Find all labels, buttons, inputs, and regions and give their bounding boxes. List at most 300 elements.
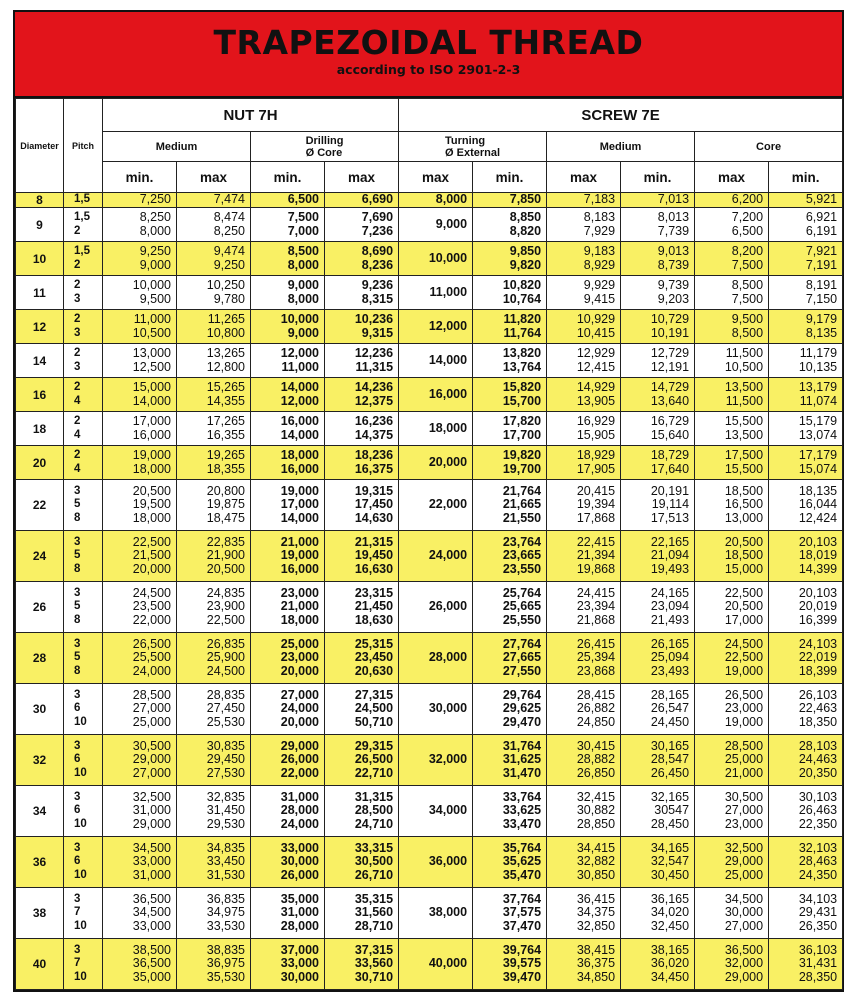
drilling-max-value: 22,710 [354, 765, 394, 780]
drilling-max-value: 25,315 [354, 636, 394, 651]
screw-medium-min-cell [621, 939, 695, 990]
core-max-value: 22,500 [724, 650, 764, 665]
external-diameter-label: Ø External [445, 146, 501, 159]
screw-medium-min-cell [621, 446, 695, 480]
drilling-max-cell [325, 344, 399, 378]
nut-medium-max-value: 8,474 [213, 210, 245, 224]
screw-medium-max-value: 30,882 [576, 803, 616, 818]
screw-medium-max-value: 28,850 [576, 816, 616, 831]
screw-medium-max-cell [547, 888, 621, 939]
title-banner [15, 12, 842, 98]
pitch-value: 6 [74, 753, 81, 766]
nut-medium-min-cell [103, 412, 177, 446]
drilling-min-value: 29,000 [280, 738, 319, 753]
core-max-value: 18,500 [724, 548, 764, 563]
drilling-max-value: 24,500 [354, 701, 394, 716]
core-max-value: 28,500 [724, 738, 764, 753]
pitch-value: 5 [74, 651, 81, 664]
turning-max-cell: 32,000 [399, 735, 473, 786]
drilling-min-cell [251, 412, 325, 446]
screw-medium-min-value: 17,640 [650, 461, 690, 476]
diameter-cell: 36 [16, 837, 64, 888]
screw-medium-min-value: 26,450 [650, 765, 690, 780]
nut-medium-min-value: 24,000 [132, 663, 171, 678]
pitch-value: 6 [74, 855, 81, 868]
screw-medium-min-value: 34,450 [650, 969, 690, 984]
table-row [16, 208, 843, 242]
drilling-min-value: 26,000 [280, 752, 319, 767]
turning-min-value: 23,665 [502, 548, 542, 563]
turning-min-value: 37,764 [502, 891, 542, 906]
core-max-value: 7,500 [731, 291, 764, 306]
drilling-min-value: 20,000 [280, 714, 319, 729]
core-min-value: 36,103 [798, 942, 838, 957]
drilling-max-value: 21,315 [354, 534, 394, 549]
core-min-value: 8,135 [805, 325, 838, 340]
screw-medium-min-value: 16,729 [650, 414, 690, 428]
nut-medium-min-cell [103, 684, 177, 735]
nut-medium-max-value: 27,450 [206, 701, 245, 716]
core-max-value: 6,500 [731, 223, 764, 238]
nut-medium-max-cell [177, 480, 251, 531]
screw-medium-min-value: 12,729 [650, 346, 690, 360]
core-min-value: 15,179 [798, 414, 838, 428]
screw-medium-max-cell [547, 735, 621, 786]
core-min-cell [769, 344, 843, 378]
core-min-value: 20,103 [798, 585, 838, 600]
drilling-min-cell [251, 684, 325, 735]
nut-medium-max-cell [177, 837, 251, 888]
nut-medium-max-cell [177, 208, 251, 242]
nut-medium-min-value: 13,000 [132, 346, 171, 360]
screw-medium-min-value: 9,739 [657, 278, 690, 292]
screw-medium-max-value: 24,850 [576, 714, 616, 729]
drilling-min-cell [251, 786, 325, 837]
nut-medium-min-cell [103, 633, 177, 684]
core-max-cell [695, 939, 769, 990]
drilling-min-value: 23,000 [280, 585, 319, 600]
diameter-cell: 18 [16, 412, 64, 446]
diameter-cell: 32 [16, 735, 64, 786]
drilling-min-value: 18,000 [280, 612, 319, 627]
drilling-max-value: 26,710 [354, 867, 394, 882]
drilling-max-cell [325, 888, 399, 939]
drilling-min-cell [251, 344, 325, 378]
screw-medium-min-value: 13,640 [650, 393, 690, 408]
core-max-cell [695, 193, 769, 208]
turning-min-value: 35,470 [502, 867, 542, 882]
table-row [16, 242, 843, 276]
table-row [16, 684, 843, 735]
core-min-value: 20,019 [798, 599, 838, 614]
pitch-value: 3 [74, 292, 81, 305]
pitch-cell [64, 633, 103, 684]
nut-medium-min-cell [103, 939, 177, 990]
nut-medium-max-value: 8,250 [213, 223, 245, 238]
screw-medium-min-value: 30,450 [650, 867, 690, 882]
turning-max-cell: 24,000 [399, 531, 473, 582]
nut-medium-max-value: 7,474 [213, 192, 245, 207]
drilling-min-cell [251, 531, 325, 582]
core-max-value: 6,200 [731, 192, 764, 207]
screw-medium-max-value: 36,415 [576, 891, 616, 906]
nut-medium-min-value: 21,500 [132, 548, 171, 563]
turning-min-cell [473, 684, 547, 735]
drilling-min-cell [251, 480, 325, 531]
core-max-cell [695, 531, 769, 582]
nut-medium-max-value: 27,530 [206, 765, 245, 780]
pitch-value: 10 [74, 817, 87, 830]
pitch-value: 1,5 [74, 245, 90, 257]
drilling-max-value: 11,315 [355, 359, 394, 374]
table-row [16, 276, 843, 310]
screw-medium-min-value: 14,729 [650, 380, 690, 394]
core-min-value: 22,350 [798, 816, 838, 831]
drilling-min-value: 16,000 [280, 561, 319, 576]
core-max-value: 23,000 [724, 816, 764, 831]
nut-medium-min-value: 36,500 [132, 891, 171, 906]
col-nut-medium-max: max [177, 162, 251, 193]
drilling-min-value: 26,000 [280, 867, 319, 882]
drilling-min-value: 9,000 [287, 325, 319, 340]
drilling-min-cell [251, 939, 325, 990]
core-max-value: 9,500 [731, 312, 764, 326]
header-diameter: Diameter [16, 99, 64, 193]
core-max-cell [695, 684, 769, 735]
core-min-cell [769, 888, 843, 939]
core-max-value: 17,000 [724, 612, 764, 627]
pitch-cell [64, 939, 103, 990]
turning-min-value: 23,550 [502, 561, 542, 576]
core-min-value: 5,921 [805, 192, 838, 207]
screw-medium-min-cell [621, 531, 695, 582]
screw-medium-min-value: 15,640 [650, 427, 690, 442]
nut-medium-min-value: 12,500 [132, 359, 171, 374]
screw-medium-max-value: 23,394 [576, 599, 616, 614]
core-min-value: 18,135 [798, 483, 838, 498]
screw-medium-min-value: 7,013 [657, 192, 690, 207]
core-min-cell [769, 208, 843, 242]
drilling-max-value: 50,710 [354, 714, 394, 729]
col-drilling-min: min. [251, 162, 325, 193]
pitch-value: 2 [74, 347, 81, 359]
turning-min-value: 17,700 [502, 427, 542, 442]
core-max-value: 20,500 [724, 599, 764, 614]
core-max-value: 20,500 [724, 534, 764, 549]
nut-medium-max-cell [177, 684, 251, 735]
drilling-min-value: 12,000 [280, 393, 319, 408]
core-max-cell [695, 276, 769, 310]
drilling-max-value: 9,315 [361, 325, 394, 340]
screw-medium-max-value: 32,415 [576, 789, 616, 804]
drilling-max-cell [325, 276, 399, 310]
screw-medium-max-cell [547, 939, 621, 990]
nut-medium-min-value: 18,000 [132, 510, 171, 525]
diameter-cell: 20 [16, 446, 64, 480]
header-screw: SCREW 7E [399, 99, 843, 132]
turning-min-cell [473, 786, 547, 837]
turning-max-cell: 40,000 [399, 939, 473, 990]
nut-medium-min-value: 24,500 [132, 585, 171, 600]
pitch-value: 1,5 [74, 211, 90, 223]
nut-medium-min-value: 25,500 [132, 650, 171, 665]
pitch-value: 8 [74, 511, 81, 524]
screw-medium-max-cell [547, 310, 621, 344]
screw-medium-max-value: 16,929 [576, 414, 616, 428]
nut-medium-max-value: 10,250 [206, 278, 245, 292]
nut-medium-max-cell [177, 276, 251, 310]
turning-min-value: 39,470 [502, 969, 542, 984]
core-max-cell [695, 378, 769, 412]
nut-medium-min-value: 16,000 [132, 427, 171, 442]
screw-medium-min-value: 28,547 [650, 752, 690, 767]
turning-min-value: 21,665 [502, 497, 542, 512]
drilling-min-cell [251, 633, 325, 684]
core-min-value: 13,179 [798, 380, 838, 394]
nut-medium-max-value: 24,500 [206, 663, 245, 678]
table-row [16, 193, 843, 208]
nut-medium-min-value: 20,000 [132, 561, 171, 576]
turning-min-value: 27,550 [502, 663, 542, 678]
core-min-value: 11,179 [799, 346, 838, 360]
screw-medium-max-value: 9,415 [583, 291, 616, 306]
turning-min-cell [473, 412, 547, 446]
drilling-max-cell [325, 446, 399, 480]
nut-medium-max-value: 19,875 [206, 497, 245, 512]
screw-medium-max-value: 25,394 [576, 650, 616, 665]
header-screw-medium: Medium [547, 132, 695, 162]
core-max-cell [695, 344, 769, 378]
turning-min-cell [473, 446, 547, 480]
core-max-value: 13,500 [724, 380, 764, 394]
nut-medium-max-value: 34,835 [206, 840, 245, 855]
screw-medium-max-value: 22,415 [576, 534, 616, 549]
screw-medium-max-value: 8,929 [583, 257, 616, 272]
screw-medium-min-value: 36,165 [650, 891, 690, 906]
screw-medium-max-value: 32,882 [576, 854, 616, 869]
turning-min-cell [473, 888, 547, 939]
nut-medium-max-value: 9,780 [213, 291, 245, 306]
nut-medium-min-value: 23,500 [132, 599, 171, 614]
core-min-value: 29,431 [798, 905, 838, 920]
pitch-value: 2 [74, 381, 81, 393]
screw-medium-max-cell [547, 786, 621, 837]
nut-medium-max-value: 17,265 [206, 414, 245, 428]
core-max-value: 19,000 [724, 714, 764, 729]
nut-medium-min-value: 35,000 [132, 969, 171, 984]
col-turning-min: min. [473, 162, 547, 193]
screw-medium-min-value: 32,450 [650, 918, 690, 933]
turning-max-cell: 9,000 [399, 208, 473, 242]
nut-medium-max-cell [177, 412, 251, 446]
header-turning-external [399, 132, 547, 162]
drilling-min-value: 30,000 [280, 969, 319, 984]
nut-medium-max-value: 28,835 [206, 687, 245, 702]
screw-medium-max-value: 13,905 [576, 393, 616, 408]
core-min-value: 7,921 [805, 244, 838, 258]
screw-medium-min-cell [621, 582, 695, 633]
core-min-value: 9,179 [805, 312, 838, 326]
pitch-cell [64, 684, 103, 735]
turning-min-value: 35,764 [502, 840, 542, 855]
pitch-cell [64, 786, 103, 837]
core-max-cell [695, 412, 769, 446]
screw-medium-min-value: 26,547 [650, 701, 690, 716]
screw-medium-min-value: 9,013 [657, 244, 690, 258]
screw-medium-min-value: 25,094 [650, 650, 690, 665]
turning-label: Turning [445, 134, 486, 147]
core-min-value: 8,191 [805, 278, 838, 292]
nut-medium-max-value: 26,835 [206, 636, 245, 651]
screw-medium-max-cell [547, 276, 621, 310]
nut-medium-max-value: 18,475 [206, 510, 245, 525]
screw-medium-min-value: 21,094 [650, 548, 690, 563]
nut-medium-min-value: 9,000 [139, 257, 171, 272]
drilling-min-value: 30,000 [280, 854, 319, 869]
nut-medium-max-value: 12,800 [206, 359, 245, 374]
pitch-value: 10 [74, 970, 87, 983]
diameter-cell: 30 [16, 684, 64, 735]
turning-min-cell [473, 276, 547, 310]
screw-medium-min-value: 19,114 [651, 497, 690, 512]
drilling-min-value: 31,000 [280, 905, 319, 920]
nut-medium-max-value: 21,900 [206, 548, 245, 563]
nut-medium-min-value: 27,000 [132, 701, 171, 716]
diameter-cell: 24 [16, 531, 64, 582]
core-min-value: 28,103 [798, 738, 838, 753]
nut-medium-min-cell [103, 480, 177, 531]
turning-min-cell [473, 378, 547, 412]
pitch-value: 2 [74, 258, 81, 271]
core-min-value: 28,350 [798, 969, 838, 984]
drilling-max-value: 17,450 [354, 497, 394, 512]
drilling-max-value: 10,236 [354, 312, 394, 326]
turning-min-value: 11,764 [503, 325, 542, 340]
pitch-value: 3 [74, 360, 81, 373]
drilling-min-value: 16,000 [280, 461, 319, 476]
header-nut: NUT 7H [103, 99, 399, 132]
drilling-min-value: 27,000 [280, 687, 319, 702]
pitch-value: 4 [74, 462, 81, 475]
nut-medium-max-value: 13,265 [206, 346, 245, 360]
screw-medium-min-cell [621, 242, 695, 276]
diameter-cell: 14 [16, 344, 64, 378]
drilling-min-value: 20,000 [280, 663, 319, 678]
nut-medium-min-value: 38,500 [132, 942, 171, 957]
col-core-max: max [695, 162, 769, 193]
drilling-min-value: 14,000 [280, 427, 319, 442]
drilling-max-cell [325, 837, 399, 888]
core-max-value: 7,500 [731, 257, 764, 272]
nut-medium-max-value: 14,355 [206, 393, 245, 408]
core-min-value: 16,044 [798, 497, 838, 512]
screw-medium-max-cell [547, 684, 621, 735]
core-min-value: 15,074 [798, 461, 838, 476]
col-screw-medium-min: min. [621, 162, 695, 193]
drilling-min-cell [251, 735, 325, 786]
drilling-min-cell [251, 446, 325, 480]
pitch-cell [64, 888, 103, 939]
core-min-value: 26,350 [798, 918, 838, 933]
turning-min-value: 7,850 [509, 192, 542, 207]
turning-min-cell [473, 735, 547, 786]
core-min-value: 34,103 [798, 891, 838, 906]
screw-medium-min-value: 30,165 [650, 738, 690, 753]
screw-medium-max-cell [547, 193, 621, 208]
core-max-value: 19,000 [724, 663, 764, 678]
pitch-value: 2 [74, 224, 81, 237]
drilling-max-value: 7,236 [361, 223, 394, 238]
core-max-value: 25,000 [724, 867, 764, 882]
screw-medium-min-value: 10,729 [650, 312, 690, 326]
screw-medium-max-value: 7,183 [583, 192, 616, 207]
screw-medium-max-cell [547, 837, 621, 888]
turning-min-value: 27,764 [502, 636, 542, 651]
drilling-max-value: 12,236 [354, 346, 394, 360]
core-min-value: 20,350 [798, 765, 838, 780]
drilling-min-value: 19,000 [280, 483, 319, 498]
screw-medium-min-value: 28,165 [650, 687, 690, 702]
screw-medium-min-value: 34,020 [650, 905, 690, 920]
nut-medium-min-value: 17,000 [132, 414, 171, 428]
drilling-min-value: 35,000 [280, 891, 319, 906]
pitch-value: 5 [74, 498, 81, 511]
core-min-value: 7,191 [805, 257, 838, 272]
diameter-cell: 28 [16, 633, 64, 684]
diameter-cell: 22 [16, 480, 64, 531]
screw-medium-max-value: 34,415 [576, 840, 616, 855]
nut-medium-max-value: 33,530 [206, 918, 245, 933]
screw-medium-max-value: 23,868 [576, 663, 616, 678]
core-min-value: 24,350 [798, 867, 838, 882]
drilling-min-cell [251, 276, 325, 310]
screw-medium-max-value: 30,415 [576, 738, 616, 753]
screw-medium-max-value: 17,868 [576, 510, 616, 525]
drilling-min-cell [251, 888, 325, 939]
screw-medium-min-cell [621, 633, 695, 684]
core-min-value: 28,463 [798, 854, 838, 869]
screw-medium-max-cell [547, 378, 621, 412]
nut-medium-max-value: 23,900 [206, 599, 245, 614]
pitch-value: 3 [74, 535, 81, 548]
nut-medium-max-cell [177, 531, 251, 582]
screw-medium-min-value: 26,165 [650, 636, 690, 651]
pitch-value: 3 [74, 841, 81, 854]
pitch-value: 8 [74, 562, 81, 575]
nut-medium-max-value: 33,450 [206, 854, 245, 869]
core-max-cell [695, 735, 769, 786]
turning-max-cell: 34,000 [399, 786, 473, 837]
screw-medium-min-value: 10,191 [650, 325, 690, 340]
core-max-cell [695, 446, 769, 480]
screw-medium-max-value: 21,868 [576, 612, 616, 627]
drilling-min-cell [251, 310, 325, 344]
core-max-value: 11,500 [725, 393, 764, 408]
screw-medium-max-value: 17,905 [576, 461, 616, 476]
table-row [16, 582, 843, 633]
thread-table-body [16, 193, 843, 990]
screw-medium-max-value: 32,850 [576, 918, 616, 933]
nut-medium-max-value: 34,975 [206, 905, 245, 920]
pitch-value: 10 [74, 766, 87, 779]
table-row [16, 888, 843, 939]
core-max-cell [695, 480, 769, 531]
drilling-min-cell [251, 582, 325, 633]
core-min-cell [769, 582, 843, 633]
core-min-value: 17,179 [798, 448, 838, 462]
core-max-value: 36,500 [724, 942, 764, 957]
nut-medium-min-value: 18,000 [132, 461, 171, 476]
